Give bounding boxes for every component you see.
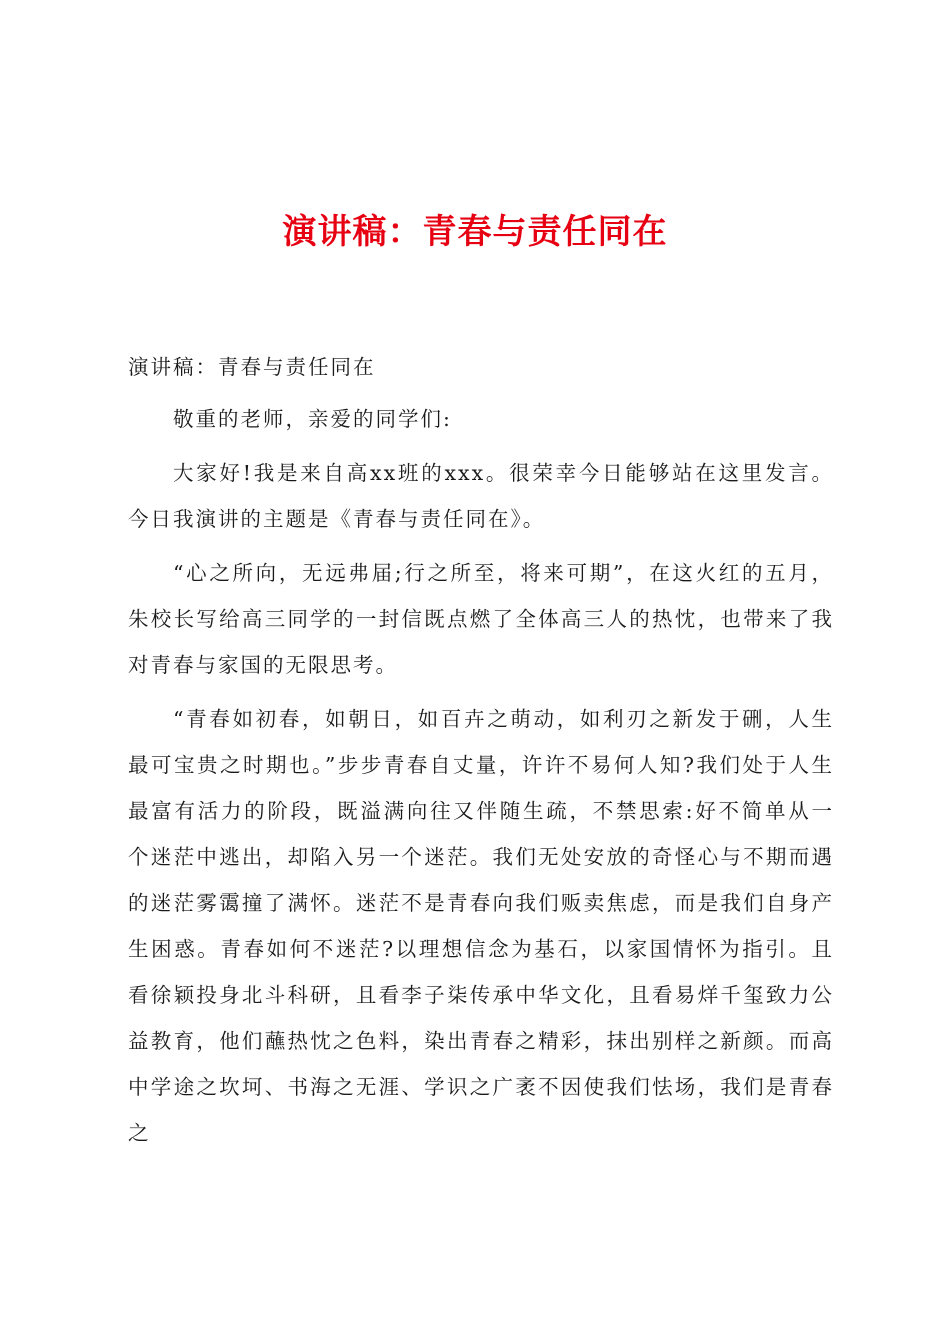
document-subheading: 演讲稿：青春与责任同在: [128, 355, 376, 379]
greeting-line: 敬重的老师，亲爱的同学们:: [173, 407, 452, 431]
paragraph: “青春如初春，如朝日，如百卉之萌动，如利刃之新发于硎，人生最可宝贵之时期也。”步步青春自丈量，许许不易何人知?我们处于人生最富有活力的阶段，既溢满向往又伴随生疏，不禁思索:好不简单从一个迷茫中逃出，却陷入另一个迷茫。我们无处安放的奇怪心与不期而遇的迷茫雾霭撞了满怀。迷茫不是青春向我们贩卖焦虑，而是我们自身产生困惑。青春如何不迷茫?以理想信念为基石，以家国情怀为指引。且看徐颖投身北斗科研，且看李子柒传承中华文化，且看易烊千玺致力公益教育，他们蘸热忱之色料，染出青春之精彩，抹出别样之新颜。而高中学途之坎坷、书海之无涯、学识之广袤不因使我们怯场，我们是青春之: [128, 707, 834, 1145]
paragraph: 大家好!我是来自高xx班的xxx。很荣幸今日能够站在这里发言。今日我演讲的主题是《青春与责任同在》。: [128, 461, 834, 531]
document-title: 演讲稿：青春与责任同在: [282, 212, 668, 252]
document-body: [128, 344, 834, 1156]
paragraph: “心之所向，无远弗届;行之所至，将来可期”，在这火红的五月，朱校长写给高三同学的一封信既点燃了全体高三人的热忱，也带来了我对青春与家国的无限思考。: [128, 561, 834, 677]
